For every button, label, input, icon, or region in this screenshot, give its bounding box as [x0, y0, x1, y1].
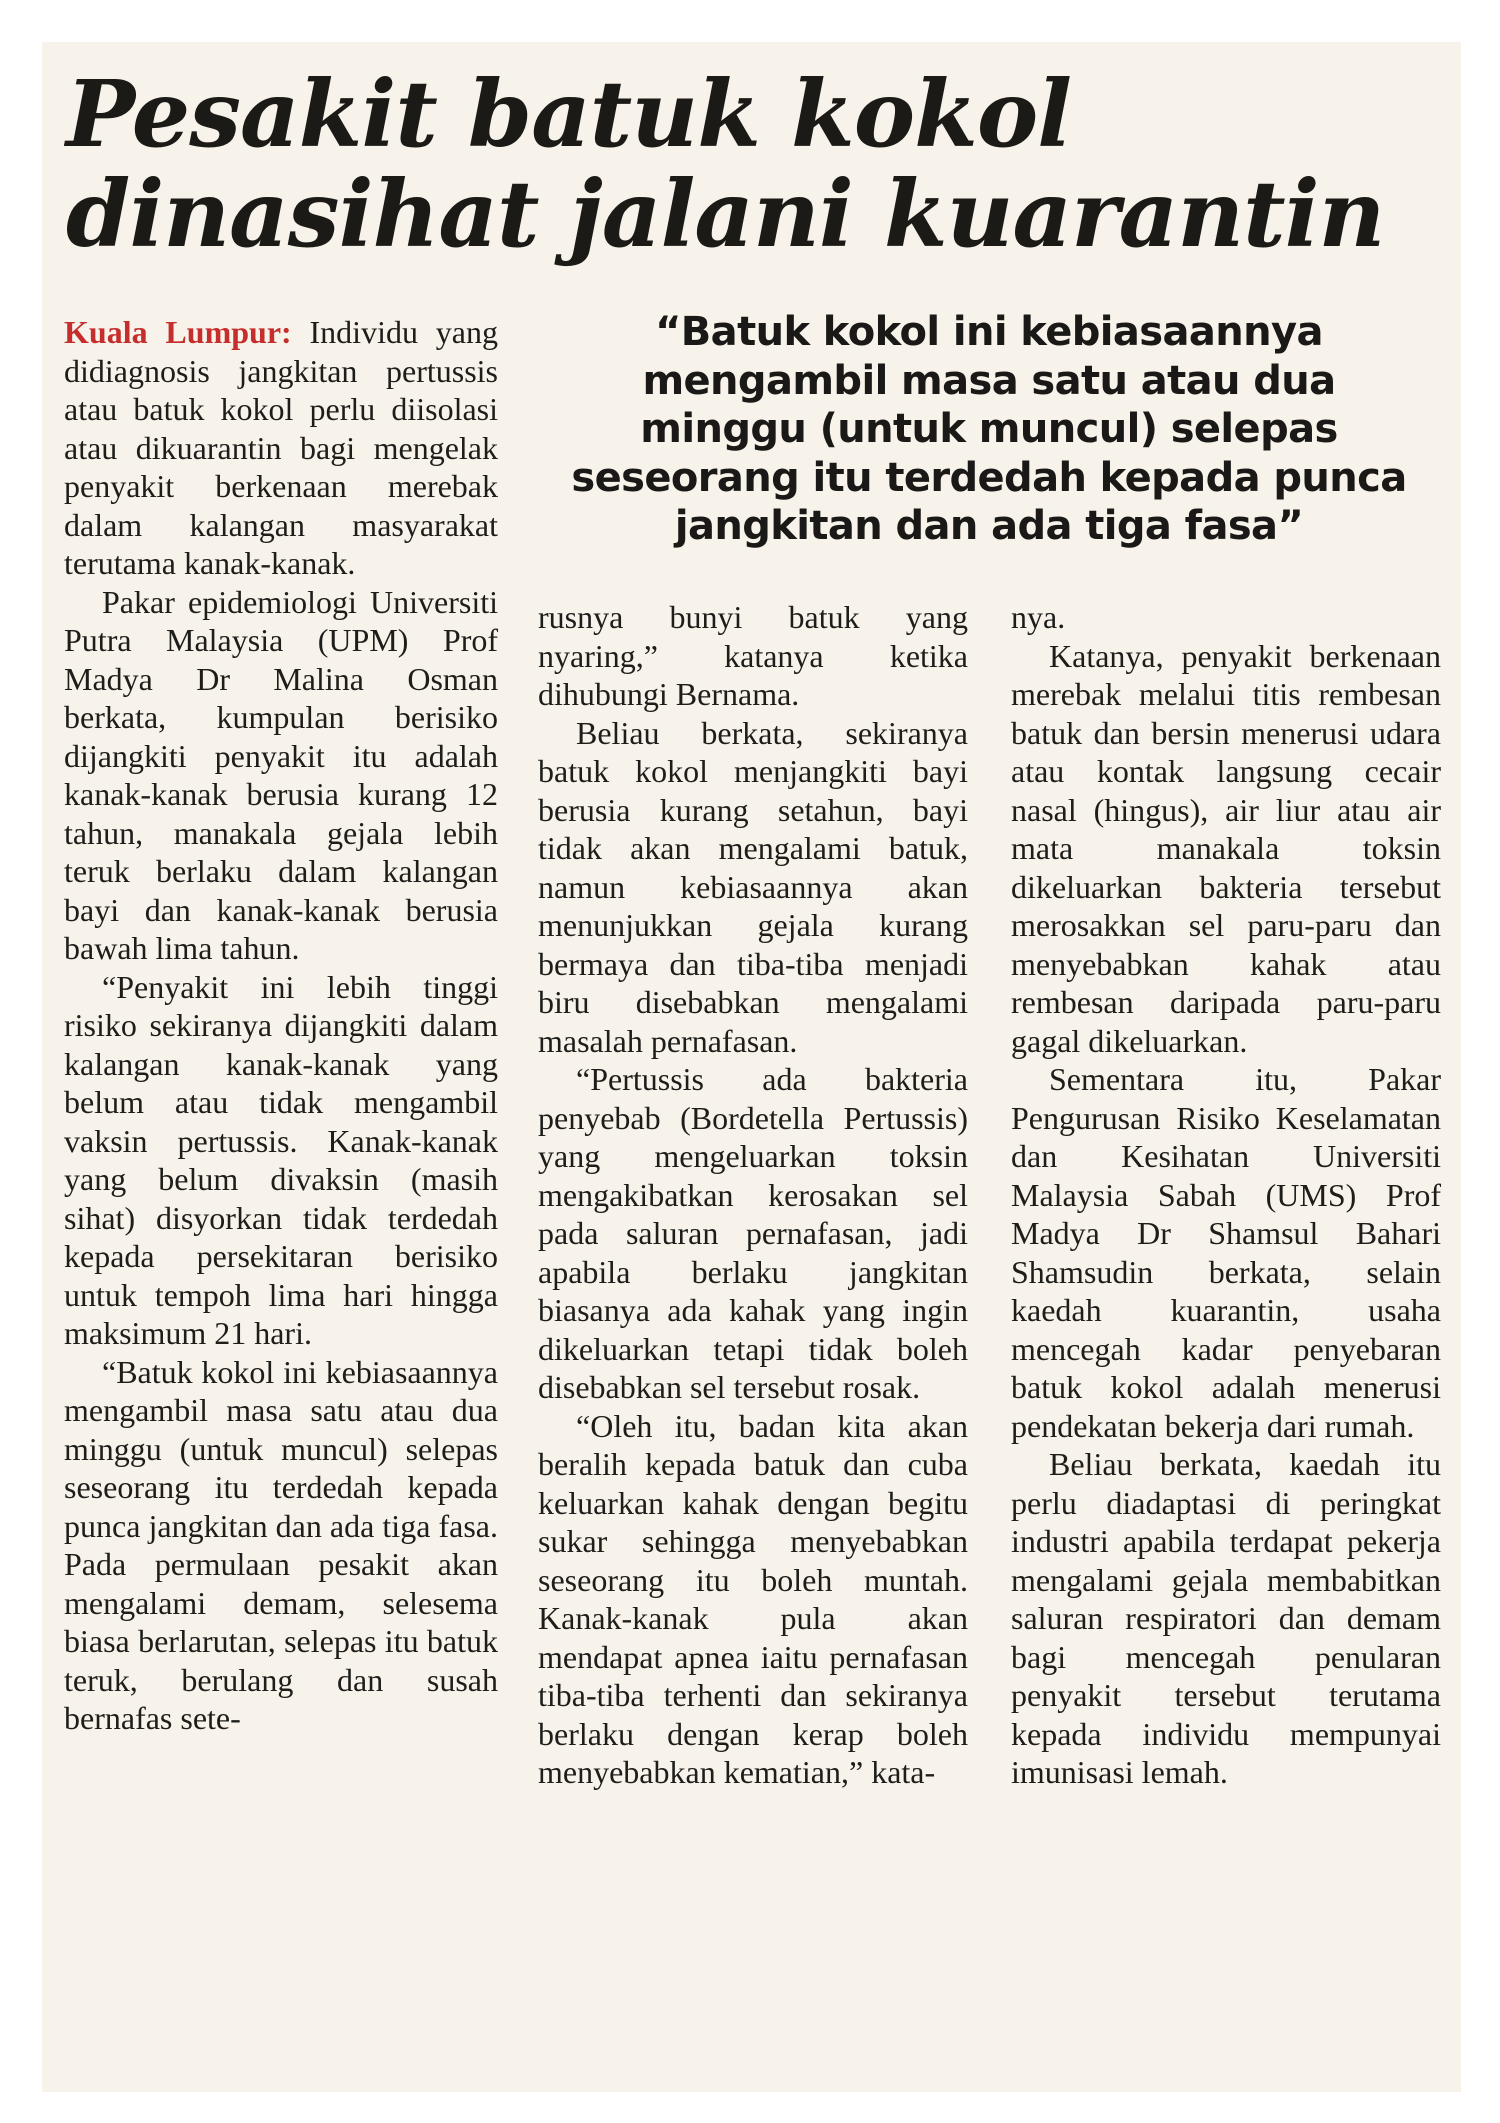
pull-quote: “Batuk kokol ini kebiasaannya mengambil masa satu atau dua minggu (untuk muncul) selepas seseorang itu terdedah kepada punca jangkitan dan ada tiga fasa”	[571, 309, 1407, 549]
paragraph	[64, 313, 498, 583]
article-column-2	[538, 598, 968, 1792]
paragraph-text: Individu yang didiagnosis jangkitan pertussis atau batuk kokol perlu diisolasi atau dikuarantin bagi mengelak penyakit berkenaan merebak dalam kalangan masyarakat terutama kanak-kanak.	[64, 314, 498, 581]
paragraph: Beliau berkata, kaedah itu perlu diadaptasi di peringkat industri apabila terdapat pekerja mengalami gejala membabitkan saluran respiratori dan demam bagi mencegah penularan penyakit tersebut terutama kepada individu mempunyai imunisasi lemah.	[1011, 1446, 1441, 1790]
paragraph: Beliau berkata, sekiranya batuk kokol menjangkiti bayi berusia kurang setahun, bayi tidak akan mengalami batuk, namun kebiasaannya akan menunjukkan gejala kurang bermaya dan tiba-tiba menjadi biru disebabkan mengalami masalah pernafasan.	[538, 714, 968, 1059]
paragraph: nya.	[1011, 599, 1066, 635]
paragraph: Pakar epidemiologi Universiti Putra Malaysia (UPM) Prof Madya Dr Malina Osman berkata, kumpulan berisiko dijangkiti penyakit itu adalah kanak-kanak berusia kurang 12 tahun, manakala gejala lebih teruk berlaku dalam kalangan bayi dan kanak-kanak berusia bawah lima tahun.	[64, 583, 498, 966]
dateline: Kuala Lumpur:	[64, 314, 292, 350]
newspaper-clipping	[42, 42, 1461, 2092]
paragraph: “Pertussis ada bakteria penyebab (Bordetella Pertussis) yang mengeluarkan toksin mengakibatkan kerosakan sel pada saluran pernafasan, jadi apabila berlaku jangkitan biasanya ada kahak yang ingin dikeluarkan tetapi tidak boleh disebabkan sel tersebut rosak.	[538, 1061, 968, 1405]
article-column-3	[1011, 598, 1441, 1792]
paragraph: rusnya bunyi batuk yang nyaring,” katanya ketika dihubungi Bernama.	[538, 599, 968, 712]
article-column-1	[64, 313, 498, 1738]
paragraph: “Penyakit ini lebih tinggi risiko sekiranya dijangkiti dalam kalangan kanak-kanak yang belum atau tidak mengambil vaksin pertussis. Kanak-kanak yang belum divaksin (masih sihat) disyorkan tidak terdedah kepada persekitaran berisiko untuk tempoh lima hari hingga maksimum 21 hari.	[64, 968, 498, 1351]
headline: Pesakit batuk kokol dinasihat jalani kuarantin	[66, 60, 1385, 268]
paragraph: “Batuk kokol ini kebiasaannya mengambil masa satu atau dua minggu (untuk muncul) selepas seseorang itu terdedah kepada punca jangkitan dan ada tiga fasa. Pada permulaan pesakit akan mengalami demam, selesema biasa berlarutan, selepas itu batuk teruk, berulang dan susah bernafas sete-	[64, 1353, 498, 1736]
paragraph: Katanya, penyakit berkenaan merebak melalui titis rembesan batuk dan bersin menerusi udara atau kontak langsung cecair nasal (hingus), air liur atau air mata manakala toksin dikeluarkan bakteria tersebut merosakkan sel paru-paru dan menyebabkan kahak atau rembesan daripada paru-paru gagal dikeluarkan.	[1011, 637, 1441, 1059]
paragraph: “Oleh itu, badan kita akan beralih kepada batuk dan cuba keluarkan kahak dengan begitu sukar sehingga menyebabkan seseorang itu boleh muntah. Kanak-kanak pula akan mendapat apnea iaitu pernafasan tiba-tiba terhenti dan sekiranya berlaku dengan kerap boleh menyebabkan kematian,” kata-	[538, 1407, 968, 1790]
paragraph: Sementara itu, Pakar Pengurusan Risiko Keselamatan dan Kesihatan Universiti Malaysia Sabah (UMS) Prof Madya Dr Shamsul Bahari Shamsudin berkata, selain kaedah kuarantin, usaha mencegah kadar penyebaran batuk kokol adalah menerusi pendekatan bekerja dari rumah.	[1011, 1061, 1441, 1444]
